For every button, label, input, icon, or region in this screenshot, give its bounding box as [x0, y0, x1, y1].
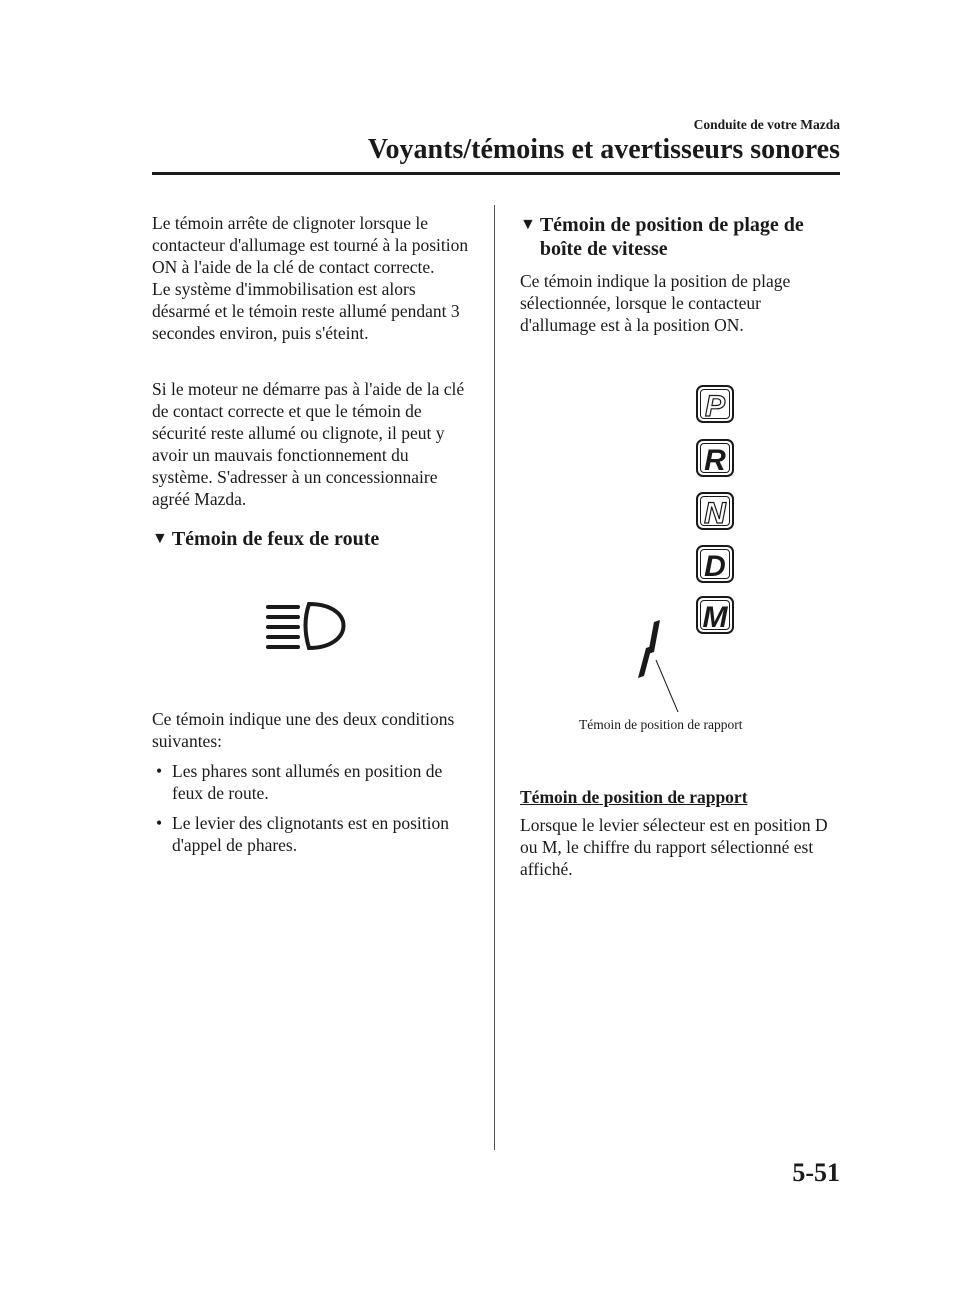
gear-position-digit-icon [630, 616, 690, 716]
high-beam-icon [264, 600, 354, 654]
bullet-icon: • [156, 761, 163, 781]
page-number: 5-51 [792, 1158, 840, 1187]
gear-range-heading [520, 213, 840, 261]
callout-caption: Témoin de position de rapport [579, 717, 743, 732]
left-paragraph-4: Ce témoin indique une des deux conditions suivantes: [152, 709, 455, 751]
condition-list [152, 760, 472, 856]
heading-marker-icon: ▼ [152, 530, 168, 547]
gear-p-icon: P [696, 385, 734, 423]
right-paragraph-1: Ce témoin indique la position de plage sélectionnée, lorsque le contacteur d'allumage est à la position ON. [520, 271, 791, 335]
list-item: • Les phares sont allumés en position de feux de route. [156, 761, 443, 803]
gear-position-subheading: Témoin de position de rapport [520, 787, 748, 807]
gear-r-icon: R [696, 439, 734, 477]
header-rule [152, 172, 840, 175]
gear-m-icon: M [696, 596, 734, 634]
gear-range-heading-text: Témoin de position de plage de boîte de vitesse [539, 214, 804, 260]
right-paragraph-2: Lorsque le levier sélecteur est en position D ou M, le chiffre du rapport sélectionné est affiché. [520, 815, 828, 879]
left-paragraph-2: Le système d'immobilisation est alors désarmé et le témoin reste allumé pendant 3 secondes environ, puis s'éteint. [152, 279, 460, 343]
heading-marker-icon: ▼ [520, 216, 536, 233]
high-beam-heading-text: Témoin de feux de route [171, 528, 380, 550]
gear-n-icon: N [696, 492, 734, 530]
left-paragraph-3: Si le moteur ne démarre pas à l'aide de la clé de contact correcte et que le témoin de sécurité reste allumé ou clignote, il peut y avoir un mauvais fonctionnement du système. S'adresser à un concessionnaire agréé Mazda. [152, 379, 465, 509]
bullet-icon: • [156, 813, 163, 833]
column-divider [494, 205, 495, 1150]
list-item: • Le levier des clignotants est en position d'appel de phares. [156, 813, 450, 855]
header-section-title: Conduite de votre Mazda [693, 117, 840, 132]
left-paragraph-1: Le témoin arrête de clignoter lorsque le contacteur d'allumage est tourné à la position ON à l'aide de la clé de contact correcte. Le système d'immobilisation est alors désarmé et le témoin reste allumé pendant 3 secondes environ, puis s'éteint. [152, 212, 472, 344]
high-beam-heading [152, 527, 472, 551]
gear-d-icon: D [696, 545, 734, 583]
header-chapter-title: Voyants/témoins et avertisseurs sonores [367, 134, 840, 165]
